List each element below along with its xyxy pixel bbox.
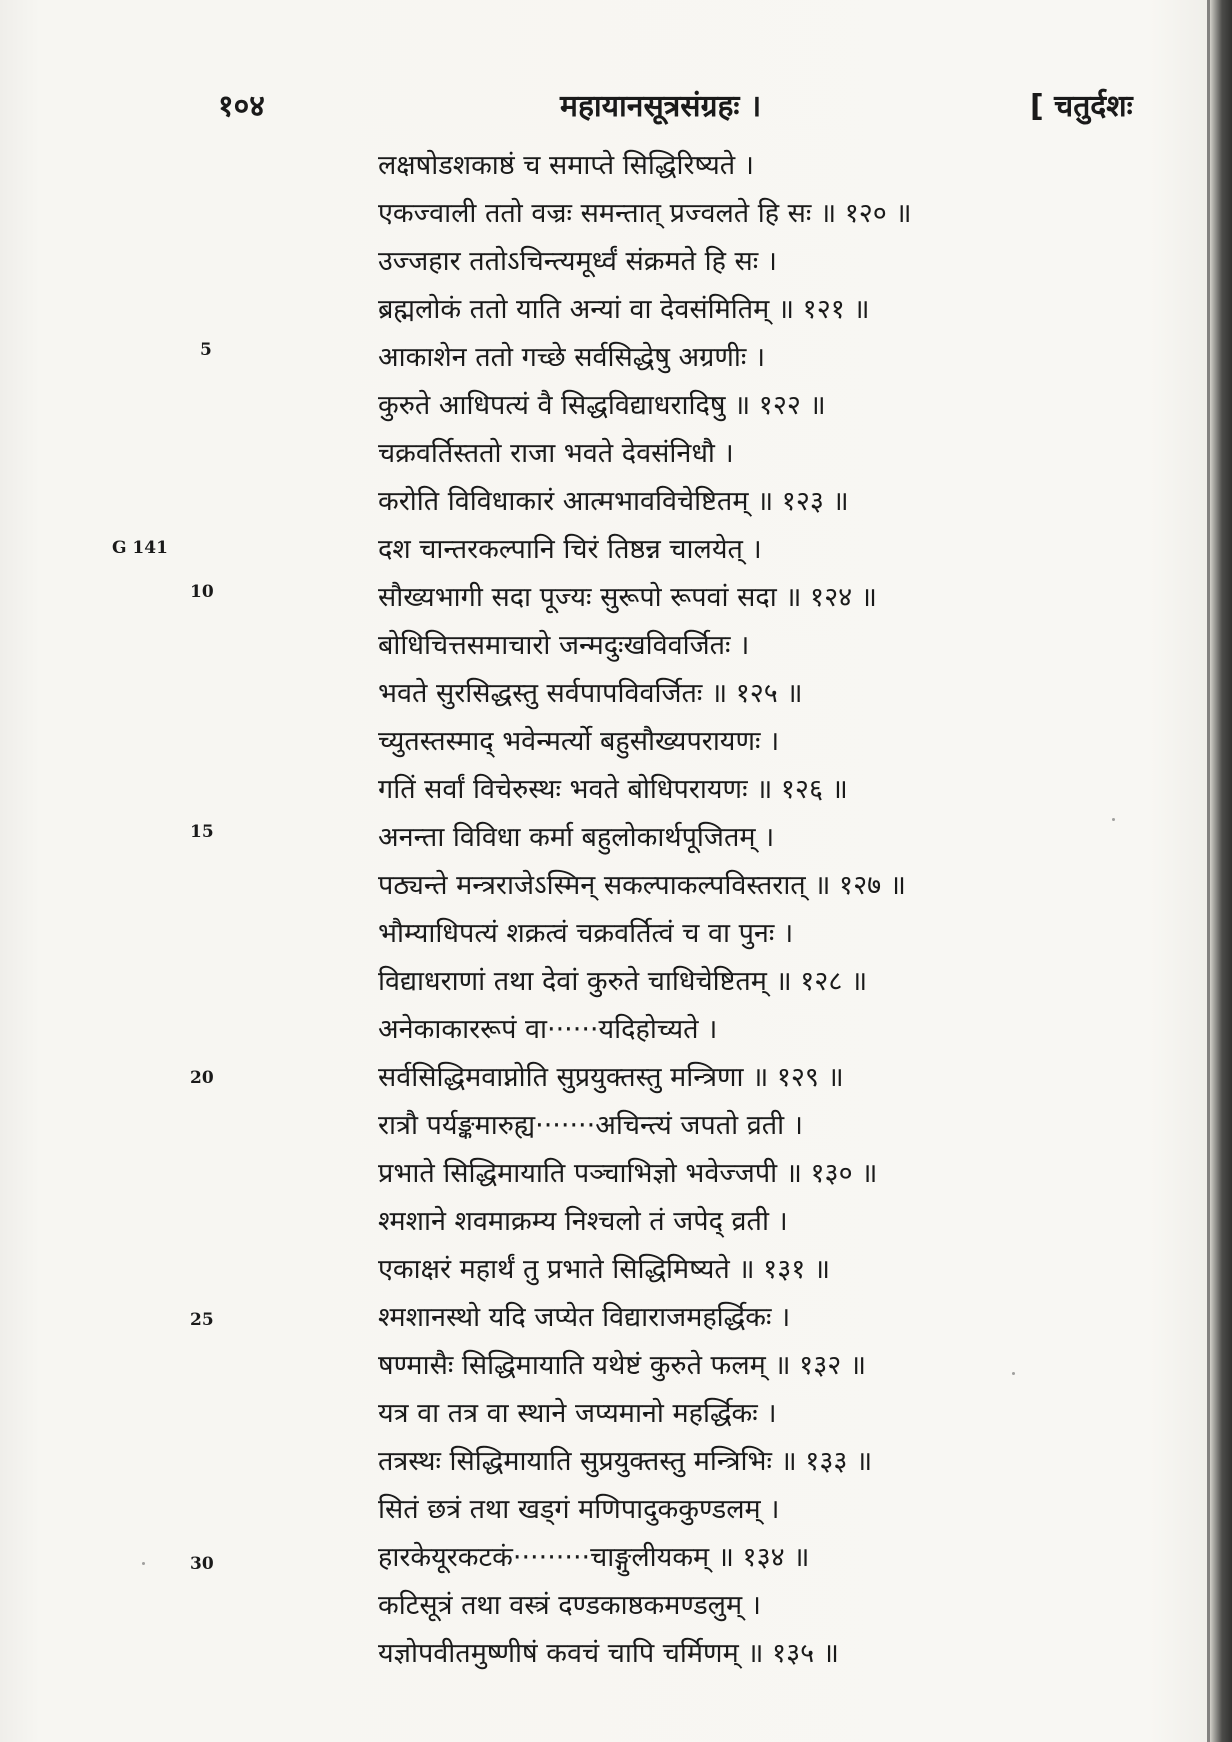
verse-line: चक्रवर्तिस्ततो राजा भवते देवसंनिधौ । bbox=[378, 438, 734, 469]
margin-line-number: 30 bbox=[190, 1554, 214, 1574]
verse-line: सर्वसिद्धिमवाप्नोति सुप्रयुक्तस्तु मन्त्रिणा ॥ १२९ ॥ bbox=[378, 1062, 844, 1093]
verse-line: विद्याधराणां तथा देवां कुरुते चाधिचेष्टितम् ॥ १२८ ॥ bbox=[378, 966, 868, 997]
verse-line: भवते सुरसिद्धस्तु सर्वपापविवर्जितः ॥ १२५ ॥ bbox=[378, 678, 803, 709]
margin-line-number: 25 bbox=[190, 1310, 214, 1330]
verse-line: उज्जहार ततोऽचिन्त्यमूर्ध्वं संक्रमते हि सः । bbox=[378, 246, 778, 277]
verse-line: बोधिचित्तसमाचारो जन्मदुःखविवर्जितः । bbox=[378, 630, 750, 661]
book-spine bbox=[1210, 0, 1232, 1742]
verse-line: सितं छत्रं तथा खड्गं मणिपादुककुण्डलम् । bbox=[378, 1494, 780, 1525]
verse-line: एकज्वाली ततो वज्रः समन्तात् प्रज्वलते हि सः ॥ १२० ॥ bbox=[378, 198, 912, 229]
verse-line: षण्मासैः सिद्धिमायाति यथेष्टं कुरुते फलम् ॥ १३२ ॥ bbox=[378, 1350, 867, 1381]
verse-line: अनेकाकाररूपं वा······यदिहोच्यते । bbox=[378, 1014, 718, 1045]
verse-line: श्मशानस्थो यदि जप्येत विद्याराजमहर्द्धिकः । bbox=[378, 1302, 791, 1333]
verse-line: करोति विविधाकारं आत्मभावविचेष्टितम् ॥ १२३ ॥ bbox=[378, 486, 849, 517]
margin-reference: G 141 bbox=[112, 538, 168, 558]
page-header bbox=[0, 84, 1200, 124]
verse-line: एकाक्षरं महार्थं तु प्रभाते सिद्धिमिष्यते ॥ १३१ ॥ bbox=[378, 1254, 831, 1285]
verse-line: पठ्यन्ते मन्त्रराजेऽस्मिन् सकल्पाकल्पविस्तरात् ॥ १२७ ॥ bbox=[378, 870, 906, 901]
verse-line: सौख्यभागी सदा पूज्यः सुरूपो रूपवां सदा ॥ १२४ ॥ bbox=[378, 582, 877, 613]
verse-line: कटिसूत्रं तथा वस्त्रं दण्डकाष्ठकमण्डलुम् । bbox=[378, 1590, 761, 1621]
verse-line: दश चान्तरकल्पानि चिरं तिष्ठन्न चालयेत् । bbox=[378, 534, 762, 565]
verse-line: लक्षषोडशकाष्ठं च समाप्ते सिद्धिरिष्यते । bbox=[378, 150, 754, 181]
verse-line: आकाशेन ततो गच्छे सर्वसिद्धेषु अग्रणीः । bbox=[378, 342, 766, 373]
verse-line: श्मशाने शवमाक्रम्य निश्चलो तं जपेद् व्रती । bbox=[378, 1206, 788, 1237]
verse-line: भौम्याधिपत्यं शक्रत्वं चक्रवर्तित्वं च वा पुनः । bbox=[378, 918, 794, 949]
verse-line: यज्ञोपवीतमुष्णीषं कवचं चापि चर्मिणम् ॥ १३५ ॥ bbox=[378, 1638, 839, 1669]
verse-line: च्युतस्तस्माद् भवेन्मर्त्यो बहुसौख्यपरायणः । bbox=[378, 726, 780, 757]
verse-line: अनन्ता विविधा कर्मा बहुलोकार्थपूजितम् । bbox=[378, 822, 775, 853]
verse-line: कुरुते आधिपत्यं वै सिद्धविद्याधरादिषु ॥ १२२ ॥ bbox=[378, 390, 826, 421]
section-title: [ चतुर्दशः bbox=[1030, 89, 1133, 124]
page-number: १०४ bbox=[218, 89, 265, 124]
verse-line: गतिं सर्वां विचेरुस्थः भवते बोधिपरायणः ॥ १२६ ॥ bbox=[378, 774, 848, 805]
margin-line-number: 5 bbox=[200, 340, 212, 360]
verse-line: ब्रह्मलोकं ततो याति अन्यां वा देवसंमितिम् ॥ १२१ ॥ bbox=[378, 294, 870, 325]
scan-speck bbox=[1012, 1372, 1015, 1375]
verse-line: प्रभाते सिद्धिमायाति पञ्चाभिज्ञो भवेज्जपी ॥ १३० ॥ bbox=[378, 1158, 878, 1189]
verse-line: यत्र वा तत्र वा स्थाने जप्यमानो महर्द्धिकः । bbox=[378, 1398, 777, 1429]
verse-line: रात्रौ पर्यङ्कमारुह्य·······अचिन्त्यं जपतो व्रती । bbox=[378, 1110, 803, 1141]
margin-line-number: 15 bbox=[190, 822, 214, 842]
margin-line-number: 20 bbox=[190, 1068, 214, 1088]
running-title: महायानसूत्रसंग्रहः । bbox=[560, 89, 762, 124]
margin-line-number: 10 bbox=[190, 582, 214, 602]
verse-line: तत्रस्थः सिद्धिमायाति सुप्रयुक्तस्तु मन्त्रिभिः ॥ १३३ ॥ bbox=[378, 1446, 873, 1477]
scan-speck bbox=[1112, 818, 1115, 821]
scan-speck bbox=[142, 1562, 145, 1565]
verse-line: हारकेयूरकटकं·········चाङ्गुलीयकम् ॥ १३४ ॥ bbox=[378, 1542, 810, 1573]
